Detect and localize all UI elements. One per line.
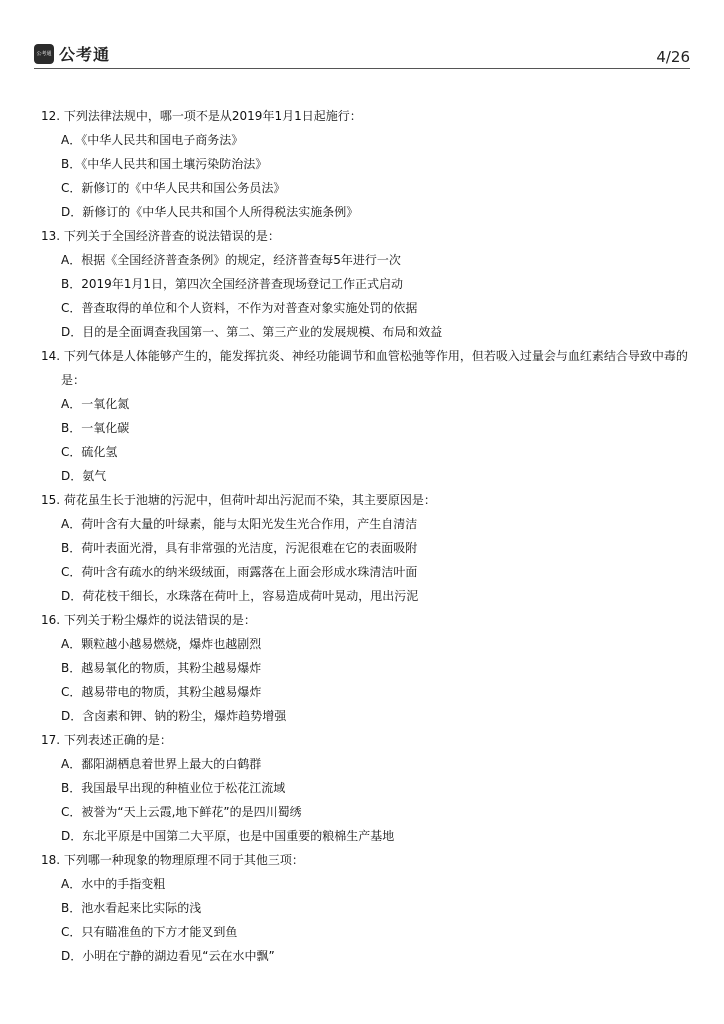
option-a: A．《中华人民共和国电子商务法》	[61, 133, 244, 147]
question-17	[41, 728, 691, 848]
question-13	[41, 224, 691, 344]
option-d: D．含卤素和钾、钠的粉尘，爆炸趋势增强	[61, 709, 287, 723]
option-b: B．荷叶表面光滑，具有非常强的光洁度，污泥很难在它的表面吸附	[61, 541, 418, 555]
question-18	[41, 848, 691, 968]
question-16	[41, 608, 691, 728]
question-stem: 13. 下列关于全国经济普查的说法错误的是：	[41, 229, 280, 243]
option-d: D．荷花枝干细长，水珠落在荷叶上，容易造成荷叶晃动，甩出污泥	[61, 589, 419, 603]
logo-icon: 公考通	[34, 44, 54, 64]
question-stem: 17. 下列表述正确的是：	[41, 733, 172, 747]
option-d: D．氨气	[61, 469, 107, 483]
brand-name: 公考通	[59, 45, 111, 64]
option-c: C．越易带电的物质，其粉尘越易爆炸	[61, 685, 262, 699]
question-stem: 14. 下列气体是人体能够产生的，能发挥抗炎、神经功能调节和血管松弛等作用，但若吸入过量会与血红素结合导致中毒的	[41, 349, 688, 363]
question-stem: 12. 下列法律法规中，哪一项不是从2019年1月1日起施行：	[41, 109, 362, 123]
option-a: A．一氧化氮	[61, 397, 130, 411]
option-b: B．《中华人民共和国土壤污染防治法》	[61, 157, 268, 171]
option-a: A．水中的手指变粗	[61, 877, 166, 891]
option-d: D．东北平原是中国第二大平原，也是中国重要的粮棉生产基地	[61, 829, 395, 843]
option-a: A．颗粒越小越易燃烧，爆炸也越剧烈	[61, 637, 262, 651]
option-a: A．根据《全国经济普查条例》的规定，经济普查每5年进行一次	[61, 253, 401, 267]
option-d: D．目的是全面调查我国第一、第二、第三产业的发展规模、布局和效益	[61, 325, 443, 339]
option-b: B．2019年1月1日，第四次全国经济普查现场登记工作正式启动	[61, 277, 404, 291]
question-12	[41, 104, 691, 224]
option-c: C．被誉为“天上云霞,地下鲜花”的是四川蜀绣	[61, 805, 302, 819]
question-15	[41, 488, 691, 608]
question-list	[41, 104, 691, 968]
option-c: C．硫化氢	[61, 445, 118, 459]
question-stem: 18. 下列哪一种现象的物理原理不同于其他三项：	[41, 853, 304, 867]
option-c: C．普查取得的单位和个人资料，不作为对普查对象实施处罚的依据	[61, 301, 418, 315]
page-header	[34, 40, 690, 69]
option-c: C．只有瞄准鱼的下方才能叉到鱼	[61, 925, 238, 939]
question-stem: 16. 下列关于粉尘爆炸的说法错误的是：	[41, 613, 256, 627]
option-b: B．池水看起来比实际的浅	[61, 901, 202, 915]
option-b: B．我国最早出现的种植业位于松花江流域	[61, 781, 286, 795]
question-stem: 15. 荷花虽生长于池塘的污泥中，但荷叶却出污泥而不染，其主要原因是：	[41, 493, 436, 507]
option-b: B．越易氧化的物质，其粉尘越易爆炸	[61, 661, 262, 675]
question-stem-continued: 是：	[61, 373, 86, 387]
option-d: D．新修订的《中华人民共和国个人所得税法实施条例》	[61, 205, 359, 219]
option-a: A．鄱阳湖栖息着世界上最大的白鹤群	[61, 757, 262, 771]
page-number: 4/26	[656, 48, 690, 66]
option-b: B．一氧化碳	[61, 421, 130, 435]
option-a: A．荷叶含有大量的叶绿素，能与太阳光发生光合作用，产生自清洁	[61, 517, 418, 531]
question-14	[41, 344, 691, 488]
option-c: C．新修订的《中华人民共和国公务员法》	[61, 181, 286, 195]
brand-logo	[34, 42, 110, 65]
option-d: D．小明在宁静的湖边看见“云在水中飘”	[61, 949, 275, 963]
option-c: C．荷叶含有疏水的纳米级绒面，雨露落在上面会形成水珠清洁叶面	[61, 565, 418, 579]
